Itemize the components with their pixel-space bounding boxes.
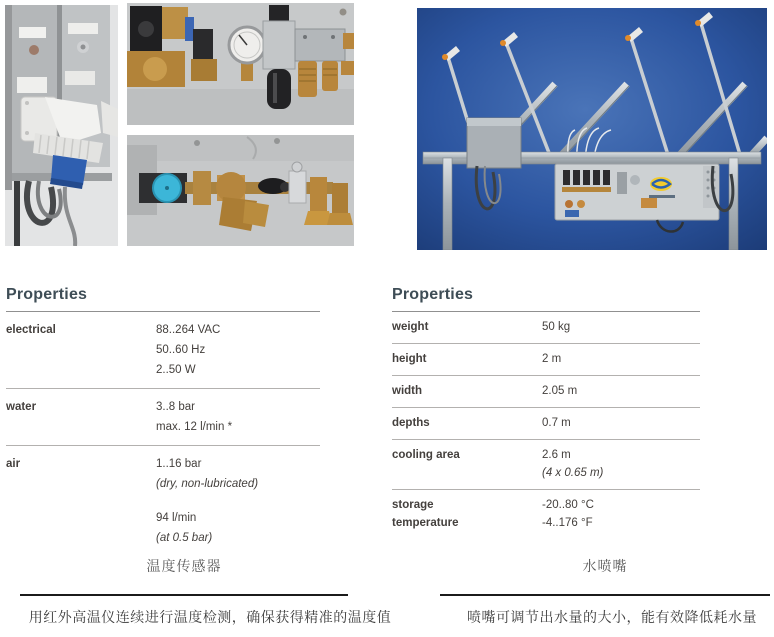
spec-value-line: -4..176 °F — [542, 517, 593, 529]
photo-water-valves — [127, 135, 354, 246]
nozzle-note: 喷嘴可调节出水量的大小，能有效降低耗水量 — [467, 609, 757, 625]
spec-row-air — [6, 445, 320, 556]
spec-label: weight — [392, 321, 429, 333]
spec-label-line: storage — [392, 499, 434, 511]
spec-values — [542, 496, 594, 532]
spec-values — [156, 320, 220, 380]
spec-values — [156, 397, 232, 437]
spec-row-width — [392, 375, 700, 407]
sensor-properties-heading: Properties — [6, 286, 320, 312]
spec-value-line: 50 kg — [542, 321, 571, 333]
spec-row-cooling-area — [392, 439, 700, 489]
spec-values — [542, 350, 561, 368]
spec-values — [156, 454, 258, 548]
spec-label-line: temperature — [392, 517, 459, 529]
spec-row-depths — [392, 407, 700, 439]
photo-power-connector — [5, 5, 118, 246]
sensor-caption-rule — [20, 594, 348, 596]
spec-value-line: 0.7 m — [542, 417, 571, 429]
spec-row-weight — [392, 312, 700, 343]
spec-value-line: 1..16 bar — [156, 458, 202, 470]
spec-value-line: 3..8 bar — [156, 401, 195, 413]
sensor-note: 用红外高温仪连续进行温度检测，确保获得精准的温度值 — [28, 609, 392, 625]
spec-values — [542, 446, 603, 482]
photo-nozzle-machine — [417, 8, 767, 250]
spec-value-line: 2 m — [542, 353, 562, 365]
spec-value-line: (at 0.5 bar) — [156, 532, 213, 544]
nozzle-caption: 水喷嘴 — [582, 558, 628, 574]
spec-values — [542, 414, 571, 432]
spec-value-line: (4 x 0.65 m) — [542, 467, 604, 479]
spec-values — [542, 318, 570, 336]
spec-value-line: max. 12 l/min * — [156, 421, 233, 433]
nozzle-properties-heading: Properties — [392, 286, 700, 312]
spec-label: width — [392, 385, 423, 397]
spec-value-line: 2.05 m — [542, 385, 578, 397]
spec-value-line: (dry, non-lubricated) — [156, 478, 259, 490]
nozzle-properties-section — [392, 286, 700, 539]
sensor-properties-section — [6, 286, 320, 556]
spec-label: electrical — [6, 324, 56, 336]
spec-value-line: 94 l/min — [156, 512, 197, 524]
spec-values — [542, 382, 577, 400]
spec-value-line: 2.6 m — [542, 449, 571, 461]
photo-pneumatic-unit — [127, 3, 354, 125]
spec-label: depths — [392, 417, 430, 429]
spec-row-height — [392, 343, 700, 375]
spec-value-line: -20..80 °C — [542, 499, 594, 511]
spec-value-line: 88..264 VAC — [156, 324, 221, 336]
spec-label: height — [392, 353, 427, 365]
spec-row-electrical — [6, 312, 320, 388]
spec-value-line: 2..50 W — [156, 364, 196, 376]
nozzle-caption-rule — [440, 594, 770, 596]
spec-label — [392, 496, 542, 532]
spec-label: air — [6, 458, 21, 470]
spec-row-storage-temperature — [392, 489, 700, 539]
spec-row-water — [6, 388, 320, 445]
spec-label: water — [6, 401, 37, 413]
spec-value-line: 50..60 Hz — [156, 344, 206, 356]
spec-label: cooling area — [392, 449, 460, 461]
sensor-caption: 温度传感器 — [146, 558, 222, 574]
spec-value-gap — [156, 494, 258, 508]
